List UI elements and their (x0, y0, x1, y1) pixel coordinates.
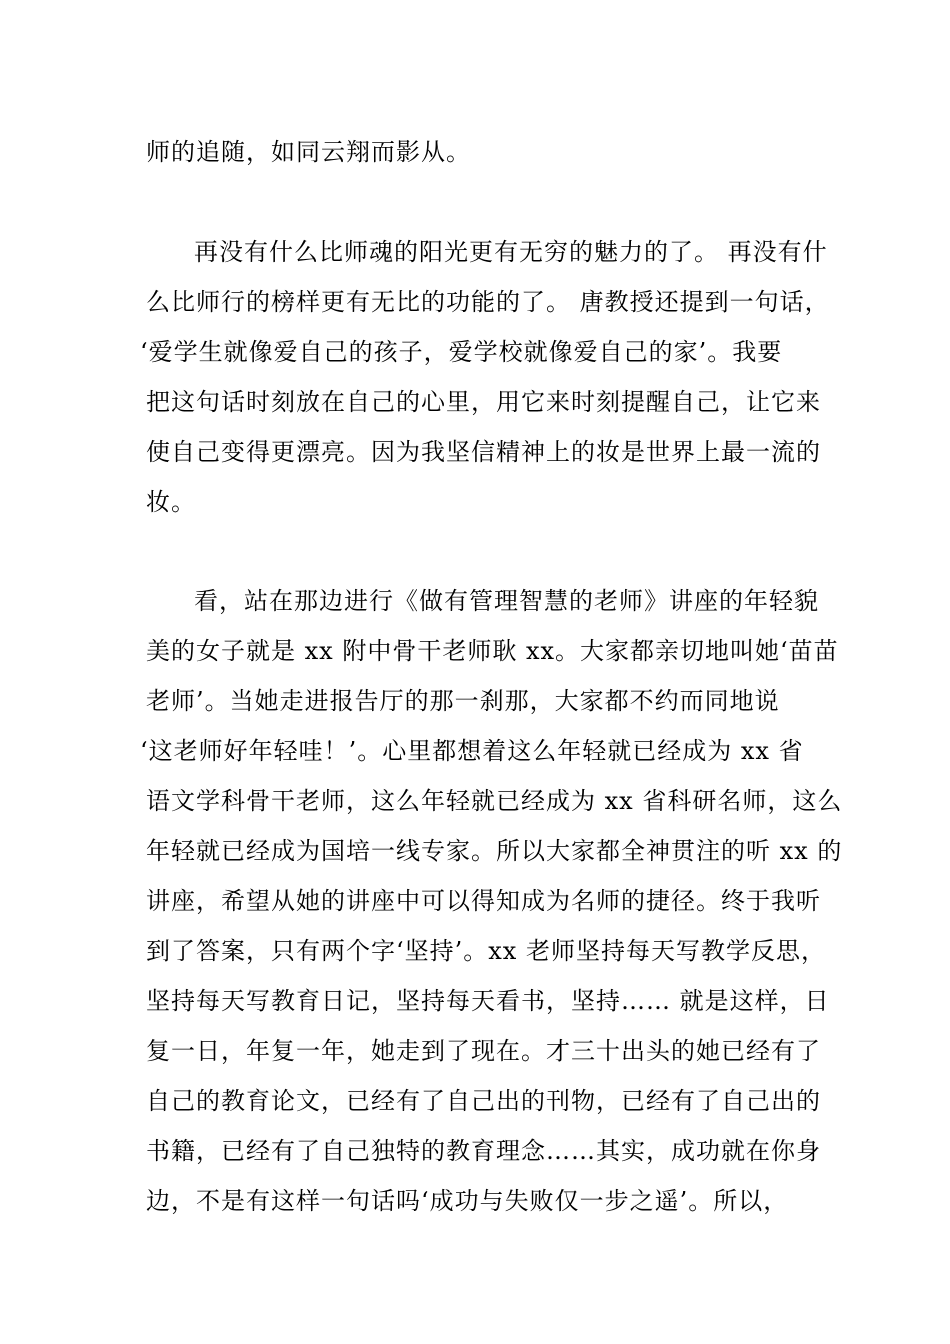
paragraph-2-line-2: 么比师行的榜样更有无比的功能的了。 唐教授还提到一句话， (146, 288, 830, 316)
paragraph-2-line-4: 把这句话时刻放在自己的心里，用它来时刻提醒自己，让它来 (146, 388, 821, 416)
paragraph-3-line-9: 坚持每天写教育日记，坚持每天看书，坚持…… 就是这样，日 (146, 987, 830, 1015)
paragraph-3-line-1: 看，站在那边进行《做有管理智慧的老师》讲座的年轻貌 (194, 587, 819, 615)
paragraph-3-line-13: 边，不是有这样一句话吗‘成功与失败仅一步之遥’。所以， (146, 1187, 789, 1215)
paragraph-2-line-1: 再没有什么比师魂的阳光更有无穷的魅力的了。 再没有什 (194, 238, 828, 266)
paragraph-3-line-8: 到了答案，只有两个字‘坚持’。xx 老师坚持每天写教学反思， (146, 937, 826, 965)
paragraph-3-line-4: ‘这老师好年轻哇！’。心里都想着这么年轻就已经成为 xx 省 (140, 737, 804, 765)
paragraph-3-line-12: 书籍，已经有了自己独特的教育理念……其实，成功就在你身 (146, 1137, 821, 1165)
paragraph-3-line-10: 复一日，年复一年，她走到了现在。才三十出头的她已经有了 (146, 1037, 821, 1065)
paragraph-2-line-3: ‘爱学生就像爱自己的孩子，爱学校就像爱自己的家’。我要 (140, 338, 783, 366)
paragraph-3-line-6: 年轻就已经成为国培一线专家。所以大家都全神贯注的听 xx 的 (146, 837, 843, 865)
paragraph-3-line-11: 自己的教育论文，已经有了自己出的刊物，已经有了自己出的 (146, 1087, 821, 1115)
paragraph-2-line-5: 使自己变得更漂亮。因为我坚信精神上的妆是世界上最一流的 (146, 438, 821, 466)
paragraph-3-line-7: 讲座，希望从她的讲座中可以得知成为名师的捷径。终于我听 (146, 887, 821, 915)
paragraph-2-line-6: 妆。 (146, 488, 196, 516)
paragraph-3-line-5: 语文学科骨干老师，这么年轻就已经成为 xx 省科研名师，这么 (146, 787, 843, 815)
paragraph-3-line-3: 老师’。当她走进报告厅的那一刹那，大家都不约而同地说 (146, 687, 780, 715)
paragraph-1-line-1: 师的追随，如同云翔而影从。 (146, 138, 471, 166)
paragraph-3-line-2: 美的女子就是 xx 附中骨干老师耿 xx。大家都亲切地叫她‘苗苗 (146, 637, 839, 665)
